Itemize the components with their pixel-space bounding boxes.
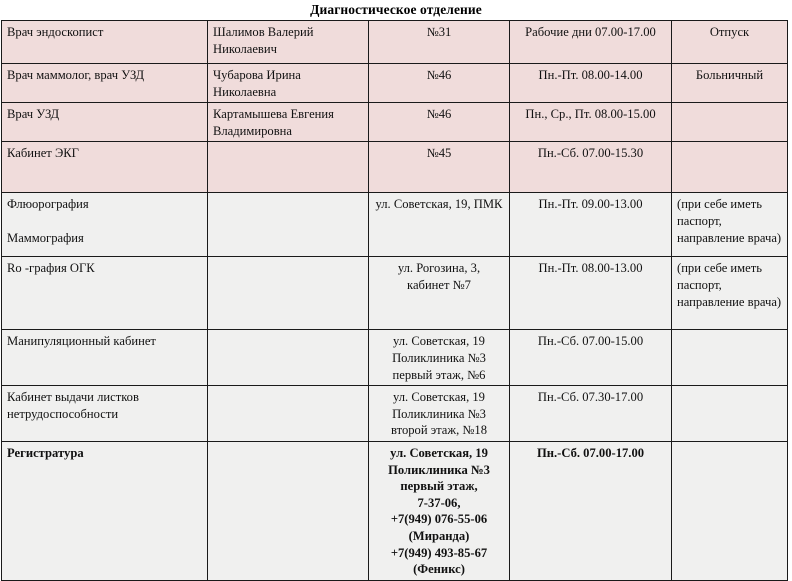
cell-service bbox=[2, 193, 208, 257]
cell-hours: Пн.-Пт. 08.00-13.00 bbox=[510, 257, 672, 330]
cell-location-line-2: Поликлиника №3 bbox=[388, 462, 490, 477]
cell-location: №45 bbox=[369, 142, 510, 193]
cell-location bbox=[369, 441, 510, 580]
cell-location-line-3: первый этаж, bbox=[400, 479, 478, 494]
table-row bbox=[2, 103, 788, 142]
cell-location-line-1: ул. Советская, 19 bbox=[390, 445, 488, 460]
cell-location-line-2: Поликлиника №3 bbox=[392, 350, 486, 365]
cell-location-label-phoenix: (Феникс) bbox=[413, 562, 465, 577]
cell-location-line-3: первый этаж, №6 bbox=[392, 367, 486, 382]
cell-location-label-miranda: (Миранда) bbox=[408, 528, 470, 543]
cell-location-line-1: ул. Рогозина, 3, bbox=[397, 261, 481, 276]
cell-doctor bbox=[208, 193, 369, 257]
cell-service-line-1: Флюорография bbox=[7, 197, 89, 212]
cell-service: Манипуляционный кабинет bbox=[2, 330, 208, 386]
cell-location: №31 bbox=[369, 21, 510, 64]
cell-service-line-1: Кабинет выдачи листков bbox=[7, 390, 139, 405]
table-row bbox=[2, 386, 788, 442]
cell-doctor: Шалимов Валерий Николаевич bbox=[208, 21, 369, 64]
cell-location-line-4: 7-37-06, bbox=[417, 495, 461, 510]
cell-note bbox=[672, 103, 788, 142]
cell-location-line-3: второй этаж, №18 bbox=[390, 423, 487, 438]
cell-doctor bbox=[208, 142, 369, 193]
cell-hours: Пн.-Пт. 09.00-13.00 bbox=[510, 193, 672, 257]
cell-service: Врач эндоскопист bbox=[2, 21, 208, 64]
cell-location bbox=[369, 386, 510, 442]
cell-service bbox=[2, 386, 208, 442]
cell-service-blank-line bbox=[7, 213, 202, 230]
cell-hours: Пн.-Сб. 07.30-17.00 bbox=[510, 386, 672, 442]
cell-hours: Пн.-Сб. 07.00-15.00 bbox=[510, 330, 672, 386]
table-row bbox=[2, 142, 788, 193]
cell-hours: Рабочие дни 07.00-17.00 bbox=[510, 21, 672, 64]
cell-location-line-2: Поликлиника №3 bbox=[392, 406, 486, 421]
cell-doctor bbox=[208, 441, 369, 580]
cell-service: Регистратура bbox=[2, 441, 208, 580]
cell-location-line-1: ул. Советская, 19 bbox=[393, 390, 485, 405]
table-row bbox=[2, 64, 788, 103]
cell-location-line-1: ул. Советская, 19 bbox=[393, 334, 485, 349]
cell-service-line-2: нетрудоспособности bbox=[7, 406, 119, 421]
cell-note bbox=[672, 386, 788, 442]
cell-location: ул. Советская, 19, ПМК bbox=[369, 193, 510, 257]
cell-doctor: Чубарова Ирина Николаевна bbox=[208, 64, 369, 103]
cell-location-phone-phoenix: +7(949) 493-85-67 bbox=[390, 545, 488, 560]
table-row bbox=[2, 21, 788, 64]
cell-note: (при себе иметь паспорт, направление врача) bbox=[672, 257, 788, 330]
cell-location-line-2: кабинет №7 bbox=[407, 277, 471, 292]
cell-note: (при себе иметь паспорт, направление врача) bbox=[672, 193, 788, 257]
diagnostic-department-schedule-table bbox=[1, 20, 788, 581]
cell-service: Кабинет ЭКГ bbox=[2, 142, 208, 193]
cell-doctor bbox=[208, 386, 369, 442]
cell-service: Врач маммолог, врач УЗД bbox=[2, 64, 208, 103]
cell-hours: Пн., Ср., Пт. 08.00-15.00 bbox=[510, 103, 672, 142]
cell-note: Больничный bbox=[672, 64, 788, 103]
cell-hours: Пн.-Сб. 07.00-17.00 bbox=[510, 441, 672, 580]
table-row bbox=[2, 330, 788, 386]
table-row bbox=[2, 441, 788, 580]
cell-note: Отпуск bbox=[672, 21, 788, 64]
cell-location bbox=[369, 330, 510, 386]
cell-location: №46 bbox=[369, 103, 510, 142]
cell-service-line-2: Маммография bbox=[7, 230, 84, 245]
cell-note bbox=[672, 330, 788, 386]
cell-doctor: Картамышева Евгения Владимировна bbox=[208, 103, 369, 142]
cell-hours: Пн.-Пт. 08.00-14.00 bbox=[510, 64, 672, 103]
cell-doctor bbox=[208, 330, 369, 386]
cell-doctor bbox=[208, 257, 369, 330]
cell-note bbox=[672, 142, 788, 193]
cell-note bbox=[672, 441, 788, 580]
cell-location bbox=[369, 257, 510, 330]
cell-location-phone-miranda: +7(949) 076-55-06 bbox=[390, 512, 488, 527]
cell-service: Ro -графия ОГК bbox=[2, 257, 208, 330]
table-row bbox=[2, 257, 788, 330]
cell-hours: Пн.-Сб. 07.00-15.30 bbox=[510, 142, 672, 193]
table-row bbox=[2, 193, 788, 257]
cell-location: №46 bbox=[369, 64, 510, 103]
page-title: Диагностическое отделение bbox=[310, 2, 482, 17]
cell-service: Врач УЗД bbox=[2, 103, 208, 142]
